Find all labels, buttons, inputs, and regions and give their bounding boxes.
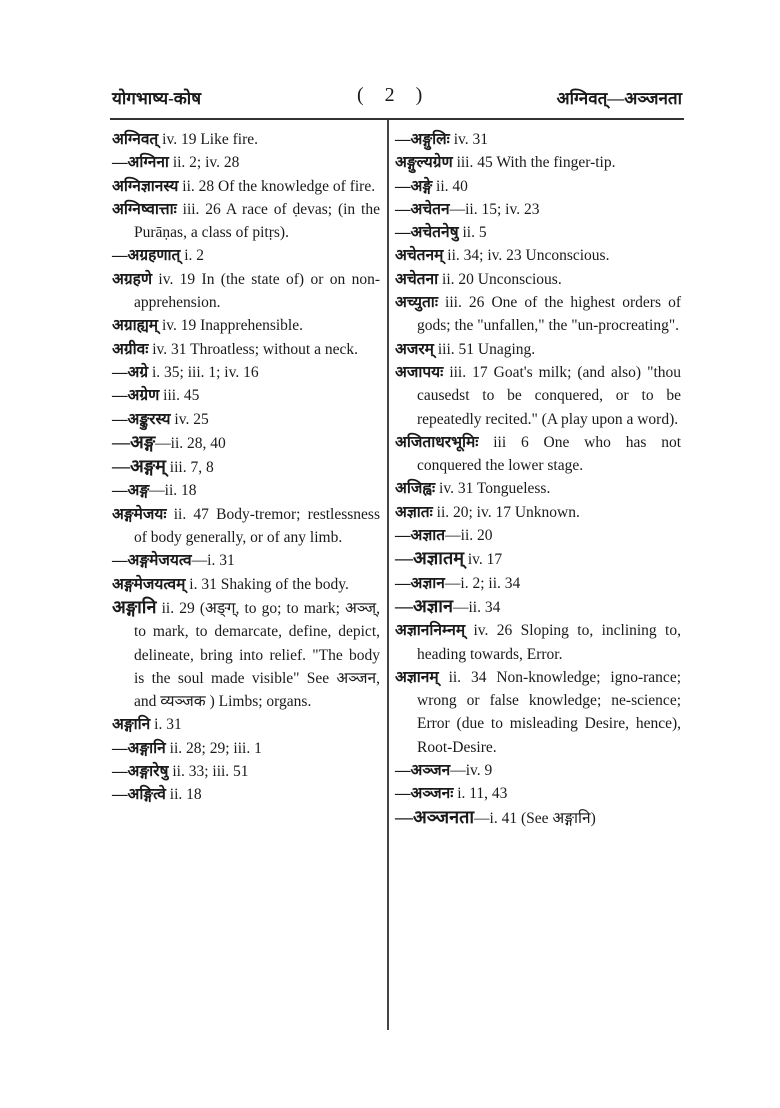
entry-definition: iv. 31 bbox=[449, 131, 488, 148]
entry-headword: —अङ्ग bbox=[112, 482, 150, 500]
dictionary-entry bbox=[395, 619, 681, 666]
header-rule bbox=[110, 118, 684, 120]
entry-headword: अग्निज्ञानस्य bbox=[112, 177, 179, 195]
dictionary-entry bbox=[395, 198, 681, 221]
dictionary-entry bbox=[112, 549, 380, 572]
entry-definition: ii. 20; iv. 17 Unknown. bbox=[432, 503, 580, 521]
entry-definition: —i. 31 bbox=[191, 552, 235, 570]
dictionary-entry bbox=[112, 408, 380, 431]
entry-definition: —iv. 9 bbox=[450, 762, 493, 780]
entry-headword: —अङ्कुरस्य bbox=[112, 410, 171, 428]
entry-headword: —अचेतनेषु bbox=[395, 224, 459, 242]
entry-definition: ii. 28 Of the knowledge of fire. bbox=[178, 177, 376, 195]
entry-definition: iv. 19 Like fire. bbox=[158, 131, 258, 148]
dictionary-entry bbox=[395, 244, 681, 267]
dictionary-entry bbox=[395, 759, 681, 782]
entry-headword: —अग्निना bbox=[112, 154, 169, 172]
left-column bbox=[112, 128, 380, 807]
dictionary-entry bbox=[112, 431, 380, 455]
entry-headword: —अङ्गे bbox=[395, 177, 433, 195]
dictionary-entry bbox=[112, 151, 380, 174]
entry-headword: —अङ्गुलिः bbox=[395, 131, 450, 148]
dictionary-entry bbox=[395, 221, 681, 244]
entry-range: अग्निवत्—अञ्जनता bbox=[556, 89, 682, 108]
entry-headword: —अङ्गित्वे bbox=[112, 786, 166, 804]
entry-headword: अज्ञातः bbox=[395, 503, 433, 521]
entry-headword: अङ्गुल्यग्रेण bbox=[395, 154, 453, 172]
book-title: योगभाष्य-कोष bbox=[112, 89, 202, 108]
entry-headword: —अङ्गानि bbox=[112, 739, 166, 757]
entry-headword: —अञ्जन bbox=[395, 762, 451, 780]
entry-headword: अङ्गमेजयत्वम् bbox=[112, 575, 186, 593]
entry-headword: अग्राह्यम् bbox=[112, 317, 159, 335]
entry-headword: अजिताधरभूमिः bbox=[395, 433, 479, 451]
dictionary-entry bbox=[112, 128, 380, 151]
dictionary-entry bbox=[112, 503, 380, 550]
entry-headword: —अङ्गम् bbox=[112, 456, 166, 477]
dictionary-entry bbox=[395, 151, 681, 174]
entry-definition: ii. 40 bbox=[432, 177, 468, 195]
entry-definition: ii. 2; iv. 28 bbox=[168, 154, 240, 172]
entry-headword: अजरम् bbox=[395, 340, 434, 358]
dictionary-entry bbox=[112, 479, 380, 502]
dictionary-entry bbox=[112, 713, 380, 736]
dictionary-entry bbox=[112, 737, 380, 760]
entry-headword: —अङ्गारेषु bbox=[112, 763, 169, 781]
entry-definition: i. 31 Shaking of the body. bbox=[185, 575, 349, 593]
dictionary-entry bbox=[395, 431, 681, 478]
entry-headword: —अञ्जनता bbox=[395, 806, 475, 827]
dictionary-entry bbox=[395, 547, 681, 571]
dictionary-entry bbox=[395, 666, 681, 759]
entry-definition: iii. 45 bbox=[159, 387, 200, 405]
dictionary-entry bbox=[395, 806, 681, 830]
entry-headword: अग्निवत् bbox=[112, 131, 159, 148]
entry-definition: i. 31 bbox=[150, 716, 182, 734]
entry-headword: —अङ्ग bbox=[112, 431, 156, 452]
entry-headword: —अचेतन bbox=[395, 200, 450, 218]
entry-definition: —ii. 15; iv. 23 bbox=[449, 200, 540, 218]
entry-definition: i. 11, 43 bbox=[453, 785, 508, 803]
dictionary-entry bbox=[395, 782, 681, 805]
entry-headword: —अञ्जनः bbox=[395, 785, 454, 803]
entry-headword: अग्रहणे bbox=[112, 270, 153, 288]
entry-headword: —अग्रे bbox=[112, 363, 149, 381]
dictionary-entry bbox=[112, 455, 380, 479]
running-header bbox=[112, 86, 682, 110]
dictionary-entry bbox=[112, 596, 380, 713]
entry-definition: iii 6 One who has not conquered the lower stage. bbox=[417, 433, 681, 475]
dictionary-entry bbox=[395, 572, 681, 595]
entry-definition: iii. 51 Unaging. bbox=[433, 340, 536, 358]
entry-definition: iii. 26 One of the highest orders of gods; the "unfallen," the "un-procreating". bbox=[417, 294, 681, 335]
entry-definition: iv. 19 In (the state of) or on non-apprehension. bbox=[134, 270, 380, 312]
page-number: ( 2 ) bbox=[357, 84, 431, 106]
dictionary-entry bbox=[112, 384, 380, 407]
entry-headword: अच्युताः bbox=[395, 294, 438, 312]
entry-headword: अग्रीवः bbox=[112, 340, 149, 358]
entry-definition: iv. 25 bbox=[170, 410, 209, 428]
entry-headword: अङ्गानि bbox=[112, 596, 157, 617]
entry-headword: अङ्गानि bbox=[112, 716, 151, 734]
dictionary-entry bbox=[395, 524, 681, 547]
entry-headword: अजिह्वः bbox=[395, 480, 436, 498]
dictionary-entry bbox=[112, 244, 380, 267]
entry-definition: ii. 34 Non-knowledge; igno-rance; wrong or false knowledge; ne-science; Error (due to misleading Desire, hence), Root-Desire. bbox=[417, 668, 681, 756]
entry-definition: iv. 31 Tongueless. bbox=[435, 480, 551, 498]
dictionary-entry bbox=[112, 268, 380, 315]
dictionary-entry bbox=[112, 573, 380, 596]
dictionary-entry bbox=[112, 198, 380, 245]
dictionary-entry bbox=[395, 291, 681, 338]
entry-headword: —अज्ञान bbox=[395, 595, 453, 616]
entry-headword: अङ्गमेजयः bbox=[112, 505, 167, 523]
entry-headword: —अज्ञातम् bbox=[395, 548, 464, 569]
entry-definition: —i. 41 (See अङ्गानि) bbox=[474, 809, 596, 827]
dictionary-entry bbox=[112, 783, 380, 806]
entry-definition: i. 35; iii. 1; iv. 16 bbox=[148, 363, 259, 381]
dictionary-entry bbox=[395, 595, 681, 619]
entry-headword: अज्ञानम् bbox=[395, 668, 439, 686]
entry-definition: —ii. 20 bbox=[445, 527, 493, 545]
entry-definition: —ii. 28, 40 bbox=[155, 434, 226, 452]
dictionary-entry bbox=[395, 175, 681, 198]
entry-definition: iv. 17 bbox=[463, 551, 503, 569]
entry-headword: अजापयः bbox=[395, 363, 444, 381]
entry-definition: ii. 20 Unconscious. bbox=[438, 270, 562, 288]
dictionary-entry bbox=[395, 268, 681, 291]
entry-definition: ii. 5 bbox=[458, 224, 487, 242]
dictionary-entry bbox=[112, 361, 380, 384]
entry-definition: ii. 34; iv. 23 Unconscious. bbox=[443, 247, 610, 265]
entry-definition: iii. 26 A race of ḍevas; (in the Purāṇas, a class of pitṛs). bbox=[134, 200, 380, 242]
dictionary-entry bbox=[112, 760, 380, 783]
entry-definition: iii. 45 With the finger-tip. bbox=[452, 154, 616, 172]
dictionary-entry bbox=[112, 338, 380, 361]
dictionary-entry bbox=[395, 338, 681, 361]
entry-headword: —अङ्गमेजयत्व bbox=[112, 552, 192, 570]
entry-definition: iv. 19 Inapprehensible. bbox=[158, 317, 303, 335]
entry-headword: अचेतना bbox=[395, 270, 439, 288]
entry-definition: ii. 18 bbox=[165, 786, 202, 804]
entry-definition: —ii. 18 bbox=[149, 482, 197, 500]
entry-definition: ii. 28; 29; iii. 1 bbox=[165, 739, 262, 757]
entry-definition: ii. 47 Body-tremor; restlessness of body generally, or of any limb. bbox=[134, 505, 380, 547]
right-column bbox=[395, 128, 681, 830]
entry-definition: iii. 7, 8 bbox=[165, 459, 214, 477]
dictionary-entry bbox=[395, 477, 681, 500]
entry-definition: iii. 17 Goat's milk; (and also) "thou causedst to be conquered, or to be repeatedly recited." (A play upon a word). bbox=[417, 363, 681, 428]
column-divider bbox=[387, 120, 389, 1030]
dictionary-entry bbox=[395, 501, 681, 524]
entry-headword: अज्ञाननिम्नम् bbox=[395, 622, 466, 640]
dictionary-entry bbox=[112, 175, 380, 198]
entry-headword: अग्निष्वात्ताः bbox=[112, 200, 177, 218]
dictionary-entry bbox=[395, 361, 681, 431]
entry-definition: iv. 26 Sloping to, inclining to, heading towards, Error. bbox=[417, 622, 681, 663]
entry-headword: अचेतनम् bbox=[395, 247, 444, 265]
entry-headword: —अज्ञान bbox=[395, 574, 445, 592]
entry-headword: —अज्ञात bbox=[395, 527, 446, 545]
entry-definition: —ii. 34 bbox=[452, 598, 501, 616]
entry-headword: —अग्रेण bbox=[112, 387, 160, 405]
entry-definition: i. 2 bbox=[180, 247, 205, 265]
dictionary-entry bbox=[395, 128, 681, 151]
entry-headword: —अग्रहणात् bbox=[112, 247, 181, 265]
entry-definition: —i. 2; ii. 34 bbox=[444, 574, 521, 592]
entry-definition: iv. 31 Throatless; without a neck. bbox=[148, 340, 359, 358]
entry-definition: ii. 29 (अङ्ग्, to go; to mark; अञ्ज्, to mark, to demarcate, define, depict, delineate, bring into relief. "The body is the soul made visible" See अञ्जन, and व्यञ्जक ) Limbs; organs. bbox=[134, 599, 380, 711]
entry-definition: ii. 33; iii. 51 bbox=[168, 763, 249, 781]
dictionary-entry bbox=[112, 314, 380, 337]
